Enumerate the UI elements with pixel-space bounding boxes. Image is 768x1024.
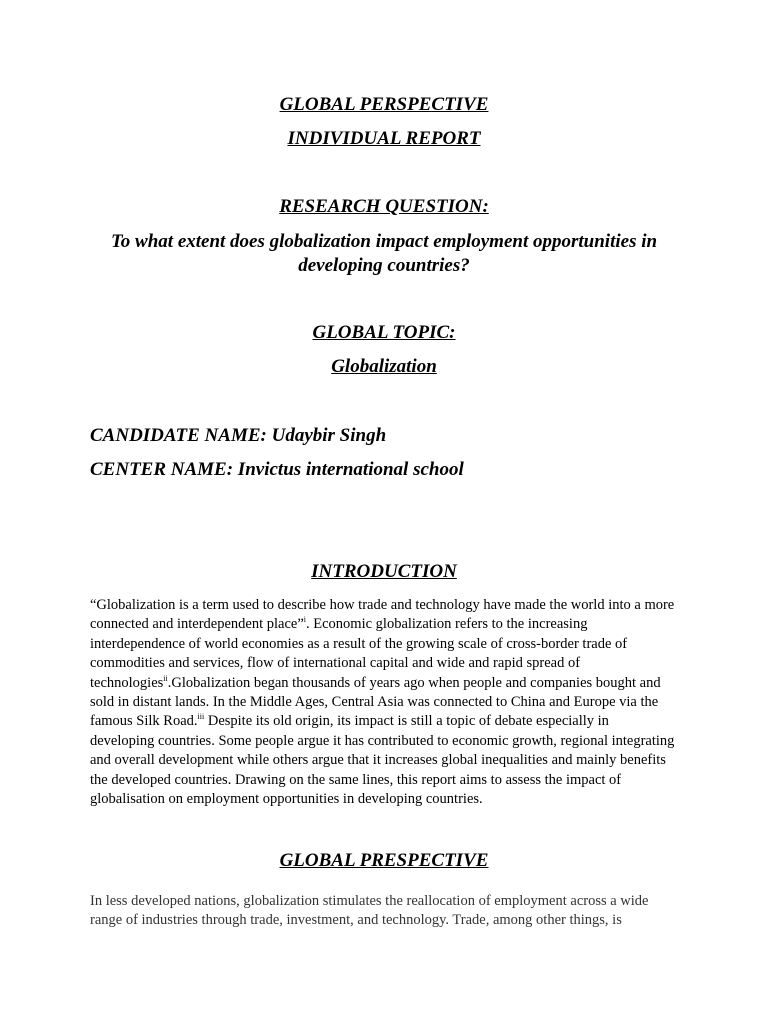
intro-text-part1: “Globalization is a term used to describe how trade and technology have made the world into a more connected and interdependent place” (90, 597, 675, 633)
candidate-name: CANDIDATE NAME: Udaybir Singh (90, 425, 387, 446)
report-title-line1: GLOBAL PERSPECTIVE (279, 94, 489, 115)
report-title-line2: INDIVIDUAL REPORT (287, 128, 481, 149)
footnote-ref-1: i (303, 615, 306, 625)
global-perspective-heading: GLOBAL PRESPECTIVE (279, 850, 489, 871)
global-topic-value: Globalization (331, 356, 437, 377)
intro-text-part3: .Globalization began thousands of years ago when people and companies bought and sold in distant lands. In the Middle Ages, Central Asia was connected to China and Europe via the famous Silk Road. (90, 674, 661, 730)
global-perspective-paragraph: In less developed nations, globalization stimulates the reallocation of employment across a wide range of industries through trade, investment, and technology. Trade, among other things, is (90, 893, 649, 929)
footnote-ref-2: ii (163, 673, 168, 683)
introduction-paragraph (90, 596, 676, 809)
intro-text-part4: Despite its old origin, its impact is still a topic of debate especially in developing countries. Some people argue it has contributed to economic growth, regional integrating and overall development while others argue that it increases global inequalities and mainly benefits the developed countries. Drawing on the same lines, this report aims to assess the impact of globalisation on employment opportunities in developing countries. (90, 713, 675, 808)
center-name: CENTER NAME: Invictus international school (90, 459, 464, 480)
research-question-text: To what extent does globalization impact employment opportunities in developing countries? (110, 231, 658, 276)
global-topic-label: GLOBAL TOPIC: (312, 322, 456, 343)
research-question-label: RESEARCH QUESTION: (279, 196, 489, 217)
introduction-heading: INTRODUCTION (311, 561, 457, 582)
footnote-ref-3: iii (197, 712, 205, 722)
intro-text-part2: . Economic globalization refers to the increasing interdependence of world economies as a result of the growing scale of cross-border trade of commodities and services, flow of international capital and wide and rapid spread of technologies (90, 616, 628, 691)
